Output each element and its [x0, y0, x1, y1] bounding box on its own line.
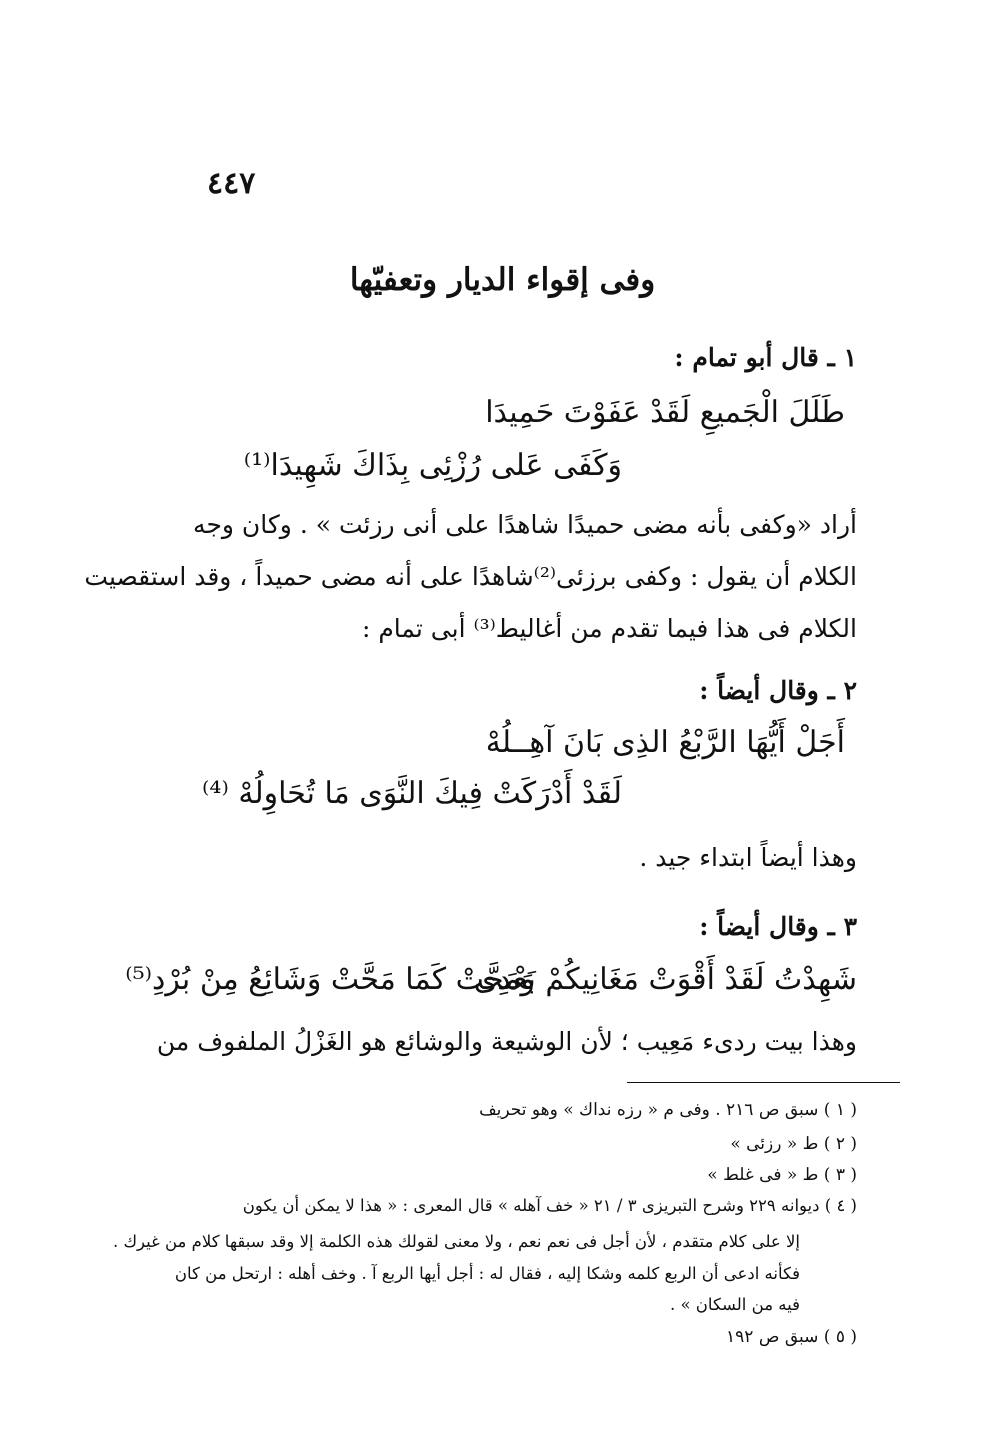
verse-1-second-hemistich: وَكَفَى عَلى رُزْئِى بِذَاكَ شَهِيدَا⁽¹⁾ [243, 448, 622, 483]
prose-line-2: الكلام أن يقول : وكفى برزئى⁽²⁾شاهدًا على أنه مضى حميداً ، وقد استقصيت [84, 562, 857, 591]
poem-heading-2: ٢ ـ وقال أيضاً : [699, 676, 857, 705]
footnote-4-line-1: ( ٤ ) ديوانه ٢٢٩ وشرح التبريزى ٣ / ٢١ « خف آهله » قال المعرى : « هذا لا يمكن أن يكون [242, 1196, 857, 1215]
verse-2-second-hemistich: لَقَدْ أَدْرَكَتْ فِيكَ النَّوَى مَا تُحَاوِلُهْ ⁽⁴⁾ [202, 776, 622, 811]
poem-heading-3: ٣ ـ وقال أيضاً : [699, 912, 857, 941]
footnote-5: ( ٥ ) سبق ص ١٩٢ [726, 1327, 857, 1347]
prose-line-1: أراد «وكفى بأنه مضى حميدًا شاهدًا على أنى رزئت » . وكان وجه [193, 510, 857, 539]
footnote-separator [627, 1082, 900, 1083]
verse-1-first-hemistich: طَلَلَ الْجَميعِ لَقَدْ عَفَوْتَ حَمِيدَا [485, 395, 845, 430]
footnote-4-line-2: إلا على كلام متقدم ، لأن أجل فى نعم نعم ، ولا معنى لقولك هذه الكلمة إلا وقد سبقها كلام من غيرك . [112, 1232, 800, 1251]
section-title: وفى إقواء الديار وتعفيّها [349, 262, 656, 298]
footnote-3: ( ٣ ) ط « فى غلط » [707, 1165, 857, 1185]
footnote-1: ( ١ ) سبق ص ٢١٦ . وفى م « رزه نداك » وهو تحريف [479, 1100, 857, 1120]
verse-2-first-hemistich: أَجَلْ أَيُّهَا الرَّبْعُ الذِى بَانَ آهِــلُهْ [485, 725, 845, 760]
prose-line-4: وهذا أيضاً ابتداء جيد . [639, 843, 857, 872]
prose-line-3: الكلام فى هذا فيما تقدم من أغاليط⁽³⁾ أبى تمام : [361, 614, 857, 643]
footnote-4-line-4: فيه من السكان » . [669, 1295, 800, 1314]
footnote-2: ( ٢ ) ط « رزئى » [730, 1134, 857, 1154]
poem-heading-1: ١ ـ قال أبو تمام : [674, 343, 857, 372]
footnote-4-line-3: فكأنه ادعى أن الربع كلمه وشكا إليه ، فقال له : أجل أيها الربع آ . وخف أهله : ارتحل من كان [174, 1264, 800, 1283]
verse-3-second-hemistich: وَمَحَّتْ كَمَا مَحَّتْ وَشَائِعُ مِنْ بُرْدِ⁽⁵⁾ [125, 962, 535, 997]
prose-line-5: وهذا بيت ردىء مَعِيب ؛ لأن الوشيعة والوشائع هو الغَزْلُ الملفوف من [156, 1027, 857, 1056]
page-number: ٤٤٧ [207, 166, 256, 201]
verse-3-first-hemistich: شَهِدْتُ لَقَدْ أَقْوَتْ مَغَانِيكُمْ بَعْدِى [473, 962, 857, 997]
